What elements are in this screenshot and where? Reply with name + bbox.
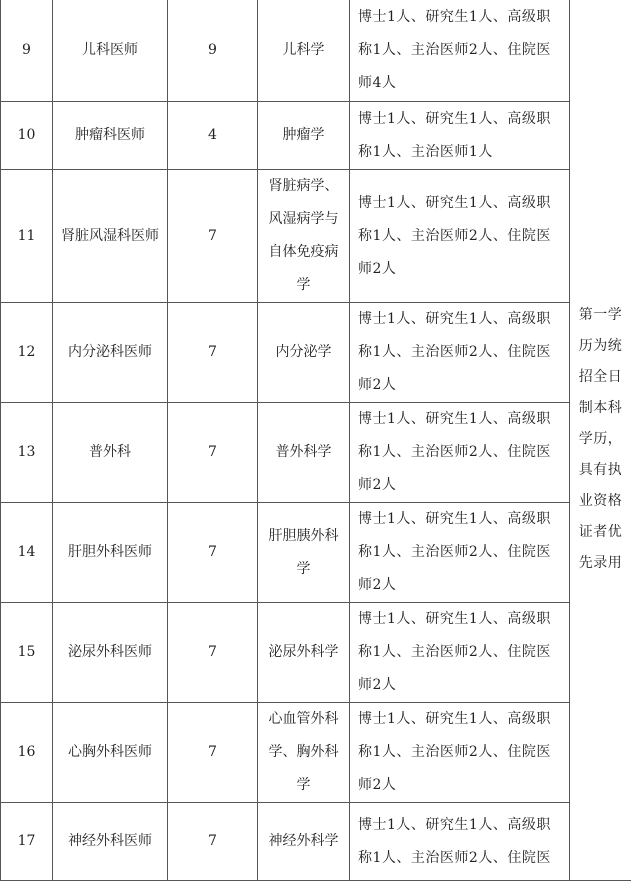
major: 内分泌学 [258, 303, 350, 403]
major: 泌尿外科学 [258, 603, 350, 703]
row-number: 11 [1, 170, 53, 303]
position-name: 心胸外科医师 [53, 703, 168, 803]
table-row [1, 503, 631, 603]
major: 肿瘤学 [258, 102, 350, 170]
requirement: 博士1人、研究生1人、高级职称1人、主治医师2人、住院医师2人 [350, 603, 570, 703]
position-name: 肾脏风湿科医师 [53, 170, 168, 303]
headcount: 7 [168, 603, 258, 703]
row-number: 10 [1, 102, 53, 170]
headcount: 7 [168, 803, 258, 881]
headcount: 7 [168, 170, 258, 303]
row-number: 14 [1, 503, 53, 603]
position-name: 内分泌科医师 [53, 303, 168, 403]
position-name: 肝胆外科医师 [53, 503, 168, 603]
requirement: 博士1人、研究生1人、高级职称1人、主治医师2人、住院医师2人 [350, 303, 570, 403]
row-number: 12 [1, 303, 53, 403]
headcount: 7 [168, 703, 258, 803]
row-number: 13 [1, 403, 53, 503]
requirement: 博士1人、研究生1人、高级职称1人、主治医师1人 [350, 102, 570, 170]
table-row [1, 303, 631, 403]
table-row [1, 803, 631, 881]
headcount: 4 [168, 102, 258, 170]
major: 肾脏病学、风湿病学与自体免疫病学 [258, 170, 350, 303]
table-row [1, 170, 631, 303]
table-row [1, 703, 631, 803]
table-row [1, 0, 631, 102]
major: 肝胆胰外科学 [258, 503, 350, 603]
position-name: 普外科 [53, 403, 168, 503]
requirement: 博士1人、研究生1人、高级职称1人、主治医师2人、住院医师2人 [350, 503, 570, 603]
table-row [1, 403, 631, 503]
headcount: 9 [168, 0, 258, 102]
requirement: 博士1人、研究生1人、高级职称1人、主治医师2人、住院医 [350, 803, 570, 881]
major: 心血管外科学、胸外科学 [258, 703, 350, 803]
headcount: 7 [168, 303, 258, 403]
requirement: 博士1人、研究生1人、高级职称1人、主治医师2人、住院医师2人 [350, 703, 570, 803]
major: 普外科学 [258, 403, 350, 503]
requirement: 博士1人、研究生1人、高级职称1人、主治医师2人、住院医师2人 [350, 170, 570, 303]
row-number: 16 [1, 703, 53, 803]
major: 儿科学 [258, 0, 350, 102]
position-name: 泌尿外科医师 [53, 603, 168, 703]
note: 第一学历为统招全日制本科学历，具有执业资格证者优先录用 [570, 0, 631, 881]
table-row [1, 603, 631, 703]
major: 神经外科学 [258, 803, 350, 881]
headcount: 7 [168, 503, 258, 603]
position-name: 儿科医师 [53, 0, 168, 102]
requirement: 博士1人、研究生1人、高级职称1人、主治医师2人、住院医师2人 [350, 403, 570, 503]
row-number: 15 [1, 603, 53, 703]
headcount: 7 [168, 403, 258, 503]
row-number: 9 [1, 0, 53, 102]
table-row [1, 102, 631, 170]
requirement: 博士1人、研究生1人、高级职称1人、主治医师2人、住院医师4人 [350, 0, 570, 102]
position-name: 神经外科医师 [53, 803, 168, 881]
position-name: 肿瘤科医师 [53, 102, 168, 170]
row-number: 17 [1, 803, 53, 881]
